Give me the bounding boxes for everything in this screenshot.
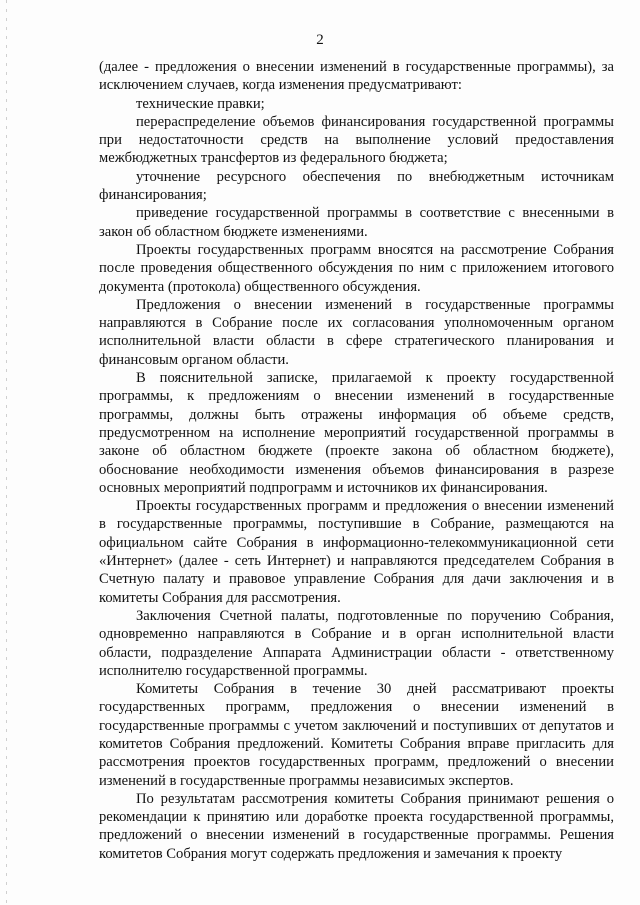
list-item-redistribution: перераспределение объемов финансирования государственной программы при недостаточности средств на выполнение условий предоставления межбюджетных трансфертов из федерального бюджета; — [99, 113, 614, 167]
paragraph-public-discussion: Проекты государственных программ вносятся на рассмотрение Собрания после проведения общественного обсуждения по ним с приложением итогового документа (протокола) общественного обсуждения. — [99, 241, 614, 295]
scan-edge-mark — [6, 0, 7, 905]
paragraph-approval-routing: Предложения о внесении изменений в государственные программы направляются в Собрание после их согласования уполномоченным органом исполнительной власти области в сфере стратегического планирования и финансовым органом области. — [99, 296, 614, 368]
list-item-resource-clarification: уточнение ресурсного обеспечения по внебюджетным источникам финансирования; — [99, 168, 614, 204]
paragraph-publication: Проекты государственных программ и предложения о внесении изменений в государственные программы, поступившие в Собрание, размещаются на официальном сайте Собрания в информационно-телекоммуникационной сети «Интернет» (далее - сеть Интернет) и направляются председателем Собрания в Счетную палату и правовое управление Собрания для дачи заключения и в комитеты Собрания для рассмотрения. — [99, 498, 614, 606]
list-item-budget-alignment: приведение государственной программы в соответствие с внесенными в закон об областном бюджете изменениями. — [99, 205, 614, 240]
list-item-technical-edits: технические правки; — [136, 95, 265, 112]
page-number: 2 — [316, 32, 324, 48]
paragraph-audit-conclusions: Заключения Счетной палаты, подготовленные по поручению Собрания, одновременно направляются в Собрание и в орган исполнительной власти области, подразделение Аппарата Администрации области - ответственному исполнителю государственной программы. — [99, 607, 614, 679]
paragraph-committee-review: Комитеты Собрания в течение 30 дней рассматривают проекты государственных программ, предложения о внесении изменений в государственные программы с учетом заключений и поступивших от депутатов и комитетов Собрания предложений. Комитеты Собрания вправе пригласить для рассмотрения проектов государственных программ, предложений о внесении изменений в государственные программы независимых экспертов. — [99, 681, 614, 789]
paragraph-explanatory-note: В пояснительной записке, прилагаемой к проекту государственной программы, к предложениям о внесении изменений в государственные программы, должны быть отражены информация об объеме средств, предусмотренном на исполнение мероприятий государственной программы в законе об областном бюджете (проекте закона об областном бюджете), обоснование необходимости изменения объемов финансирования в разрезе основных мероприятий подпрограмм и источников их финансирования. — [99, 370, 614, 496]
document-body — [99, 58, 614, 863]
paragraph-committee-decisions: По результатам рассмотрения комитеты Собрания принимают решения о рекомендации к принятию или доработке проекта государственной программы, предложений о внесении изменений в государственные программы. Решения комитетов Собрания могут содержать предложения и замечания к проекту — [99, 790, 614, 862]
paragraph-continuation: (далее - предложения о внесении изменений в государственные программы), за исключением случаев, когда изменения предусматривают: — [99, 59, 614, 94]
